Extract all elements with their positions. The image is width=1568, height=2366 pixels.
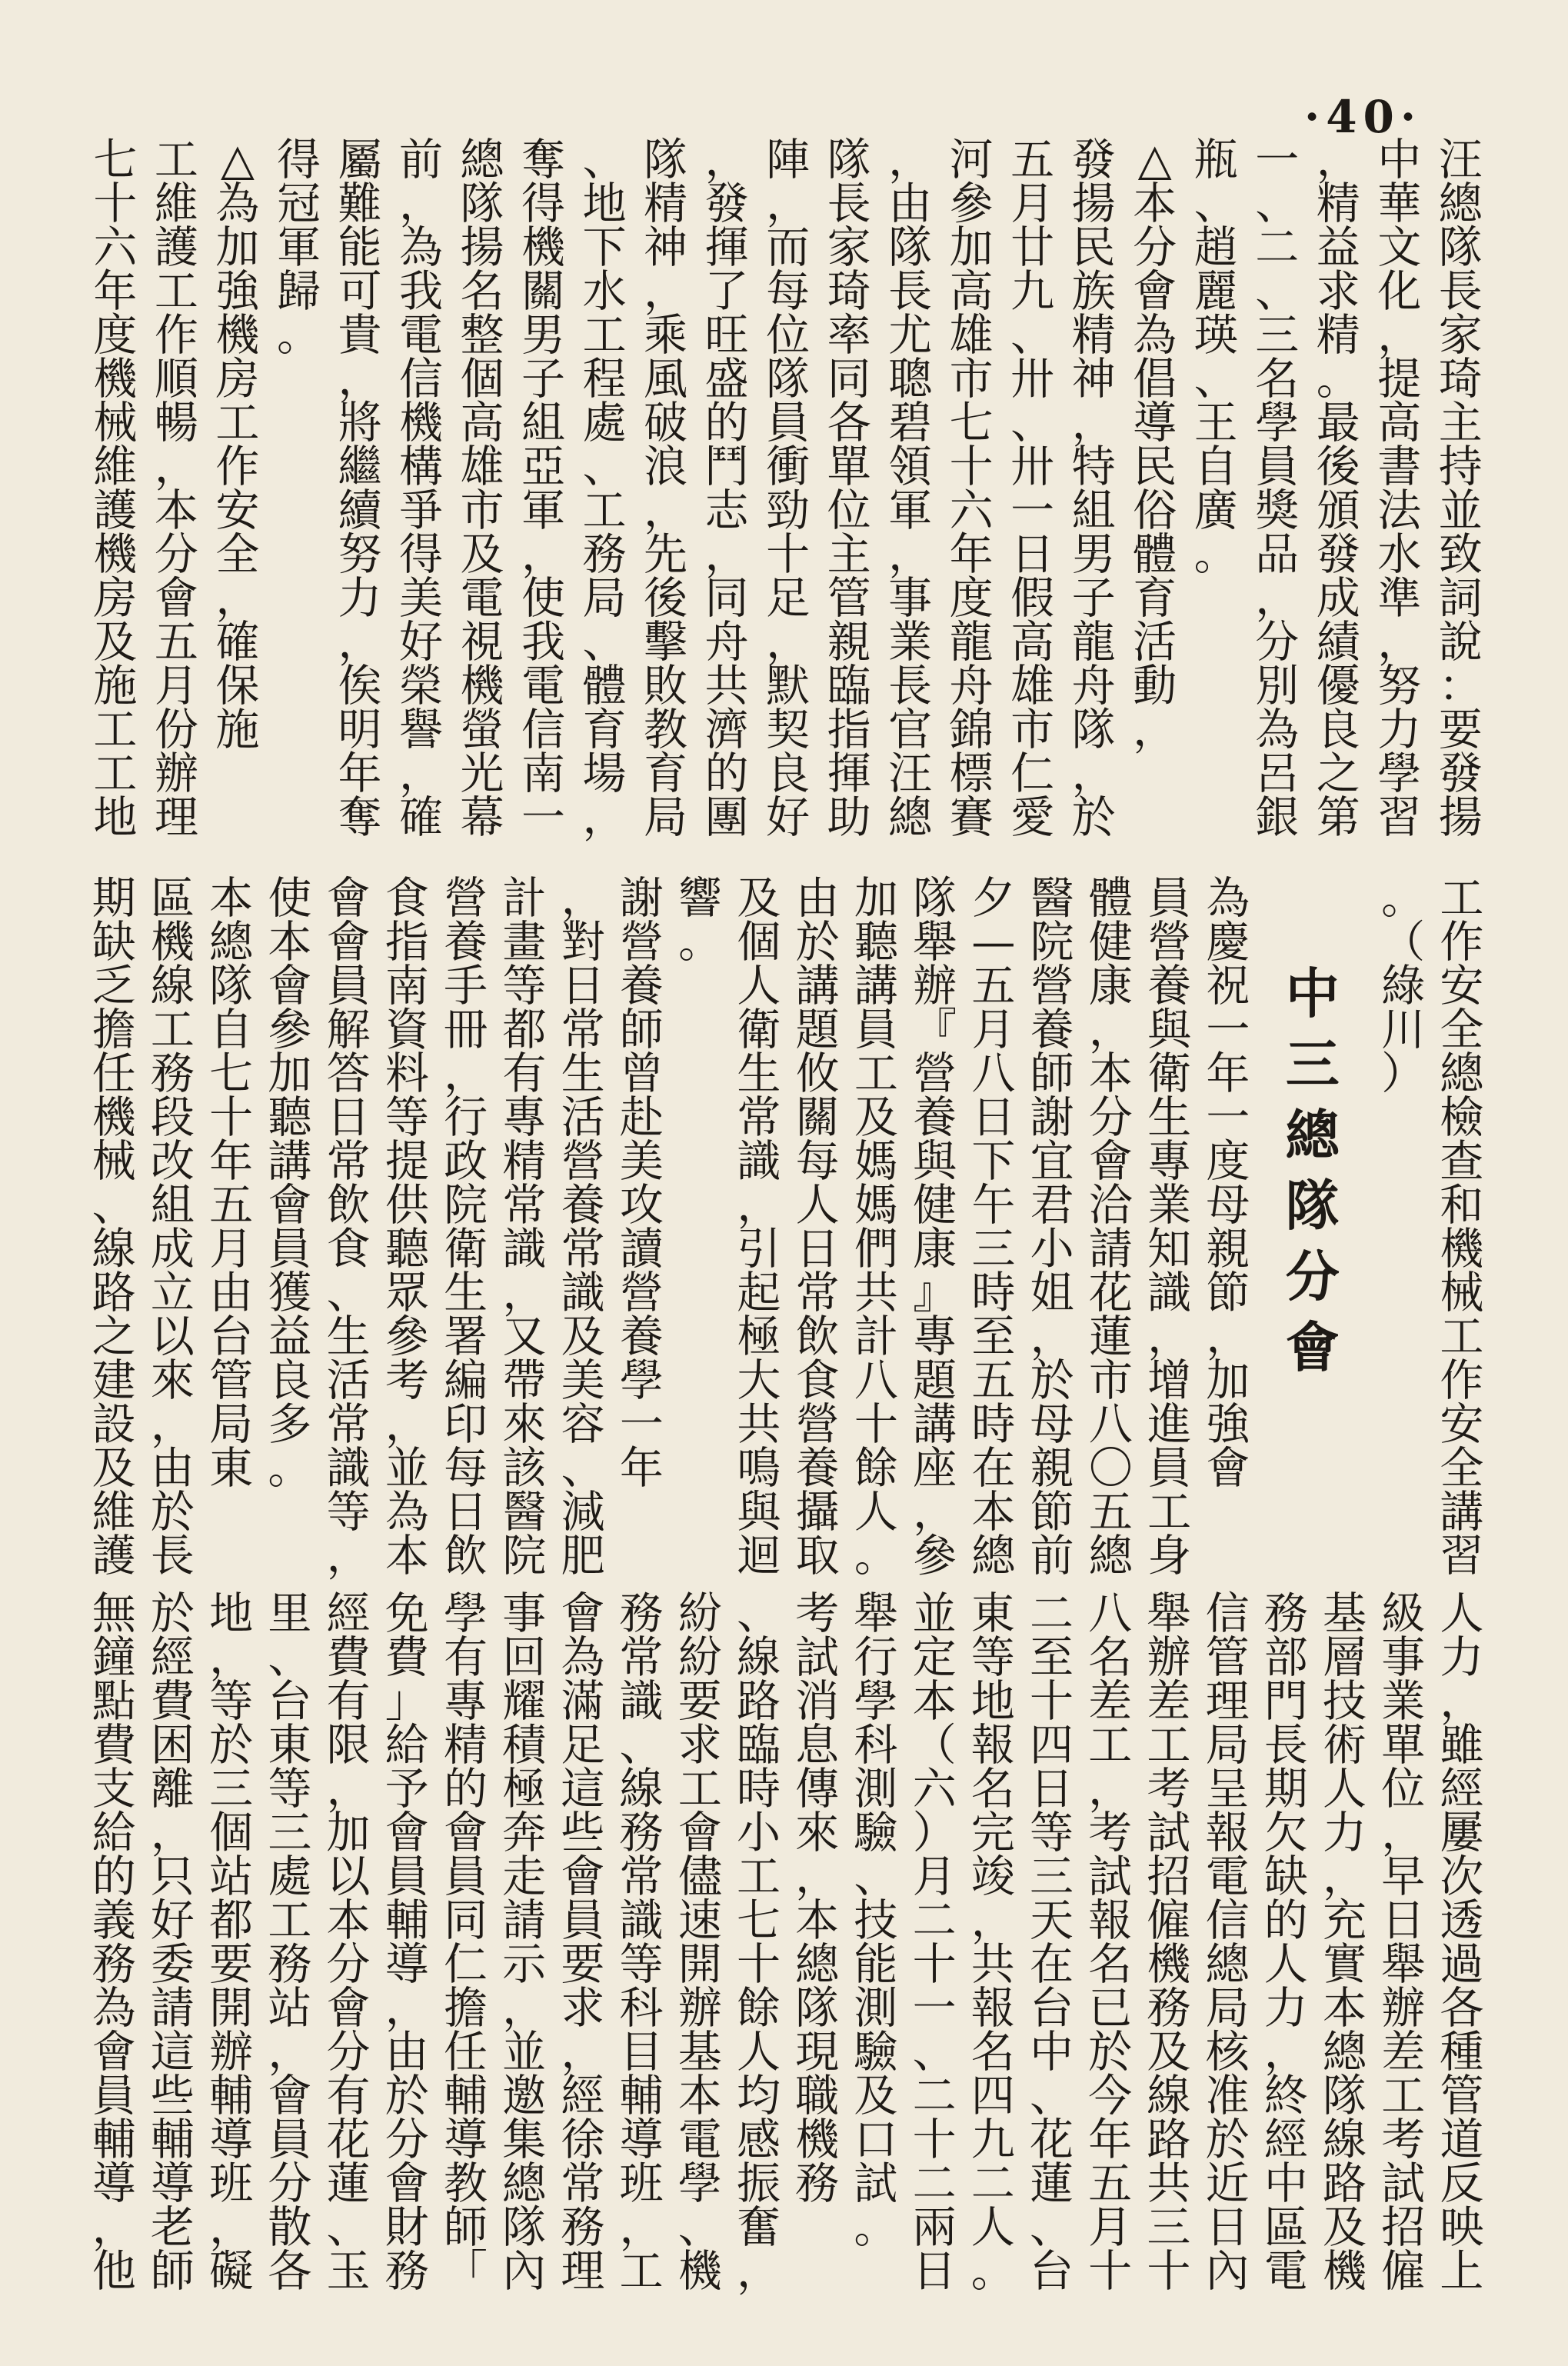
text-column: 並 定 本 （ 六 ） 月 二 十 一 、 二 十 二 兩 日	[912, 1588, 957, 2297]
text-column: 學 有 專 精 的 會 員 同 仁 擔 任 輔 導 教 師 「	[443, 1588, 488, 2297]
text-column: ， 由 隊 長 尤 聰 碧 領 軍 ， 事 業 長 官 汪 總	[888, 135, 933, 843]
text-column: 考 試 消 息 傳 來 ， 本 總 隊 現 職 機 務	[795, 1588, 840, 2209]
text-column: 由 於 講 題 攸 關 每 人 日 常 飲 食 營 養 攝 取	[795, 873, 840, 1581]
text-column: △ 為 加 強 機 房 工 作 安 全 ， 確 保 施	[215, 135, 260, 755]
text-column: 一 、 二 、 三 名 學 員 獎 品 ， 分 別 為 呂 銀	[1255, 135, 1300, 843]
text-column: 、 線 路 臨 時 小 工 七 十 餘 人 均 感 振 奮 ，	[736, 1588, 781, 2297]
text-column: 隊 舉 辦 『 營 養 與 健 康 』 專 題 講 座 ， 參	[913, 873, 957, 1581]
text-column: 前 ， 為 我 電 信 機 構 爭 得 美 好 榮 譽 ， 確	[398, 135, 443, 843]
text-column: 無 鐘 點 費 支 給 的 義 務 為 會 員 輔 導 ， 他	[92, 1588, 136, 2297]
text-column: 本 總 隊 自 七 十 年 五 月 由 台 管 局 東	[209, 873, 254, 1494]
page-number: ·40·	[1304, 91, 1423, 143]
text-column: 會 為 滿 足 這 些 會 員 要 求 ， 經 徐 常 務 理	[561, 1588, 605, 2297]
text-block-middle	[85, 873, 1491, 1581]
text-column: 陣 ， 而 每 位 隊 員 衝 勁 十 足 ， 默 契 良 好	[766, 135, 811, 843]
text-column: 信 管 理 局 呈 報 電 信 總 局 核 准 於 近 日 內	[1205, 1588, 1250, 2297]
text-column: 隊 精 神 ， 乘 風 破 浪 ， 先 後 擊 敗 教 育 局	[644, 135, 688, 843]
section-heading: 中 三 總 隊 分 會	[1285, 961, 1346, 1379]
text-column: △ 本 分 會 為 倡 導 民 俗 體 育 活 動 ，	[1133, 135, 1177, 755]
text-column: 河 參 加 高 雄 市 七 十 六 年 度 龍 舟 錦 標 賽	[949, 135, 994, 843]
text-column: 紛 紛 要 求 工 會 儘 速 開 辦 基 本 電 學 、 機	[677, 1588, 722, 2297]
text-column: 舉 辦 差 工 考 試 招 僱 機 務 及 線 路 共 三 十	[1147, 1588, 1191, 2297]
text-column: 。 （ 綠 川 ）	[1381, 873, 1426, 1099]
text-column: 經 費 有 限 ， 加 以 本 分 會 分 有 花 蓮 、 玉	[326, 1588, 371, 2297]
text-column: 七 十 六 年 度 機 械 維 護 機 房 及 施 工 工 地	[93, 135, 138, 843]
text-column: 營 養 手 冊 ， 行 政 院 衛 生 署 編 印 每 日 飲	[444, 873, 488, 1581]
text-column: 中 華 文 化 ， 提 高 書 法 水 準 ， 努 力 學 習	[1377, 135, 1422, 843]
text-column: 計 畫 等 都 有 專 精 常 識 ， 又 帶 來 該 醫 院	[502, 873, 547, 1581]
text-column: 東 等 地 報 名 完 竣 ， 共 報 名 四 九 二 人 。	[970, 1588, 1015, 2297]
text-block-lower	[85, 1588, 1491, 2297]
text-column: 瓶 、 趙 麗 瑛 、 王 自 廣 。	[1193, 135, 1238, 580]
text-column: 期 缺 乏 擔 任 機 械 、 線 路 之 建 設 及 維 護	[92, 873, 136, 1581]
text-column: 隊 長 家 琦 率 同 各 單 位 主 管 親 臨 指 揮 助	[827, 135, 871, 843]
text-column: 二 至 十 四 日 等 三 天 在 台 中 、 花 蓮 、 台	[1029, 1588, 1074, 2297]
text-column: 事 回 耀 積 極 奔 走 請 示 ， 並 邀 集 總 隊 內	[502, 1588, 547, 2297]
text-column: 總 隊 揚 名 整 個 高 雄 市 及 電 視 機 螢 光 幕	[460, 135, 504, 843]
text-column: 發 揚 民 族 精 神 ， 特 組 男 子 龍 舟 隊 ， 於	[1071, 135, 1116, 843]
text-column: 五 月 廿 九 、 卅 、 卅 一 日 假 高 雄 市 仁 愛	[1010, 135, 1055, 843]
text-column: 加 聽 講 員 工 及 媽 媽 們 共 計 八 十 餘 人 。	[854, 873, 898, 1581]
text-column: 食 指 南 資 料 等 提 供 聽 眾 參 考 ， 並 為 本	[385, 873, 429, 1581]
text-column: 體 健 康 ， 本 分 會 洽 請 花 蓮 市 八 〇 五 總	[1088, 873, 1133, 1581]
text-column: 屬 難 能 可 貴 ， 將 繼 續 努 力 ， 俟 明 年 奪	[338, 135, 382, 843]
text-column: 務 常 識 、 線 務 常 識 等 科 目 輔 導 班 ， 工	[619, 1588, 664, 2297]
text-column: 八 名 差 工 ， 考 試 報 名 已 於 今 年 五 月 十	[1088, 1588, 1133, 2297]
text-column: 奪 得 機 關 男 子 組 亞 軍 ， 使 我 電 信 南 一	[521, 135, 565, 843]
text-column: 為 慶 祝 一 年 一 度 母 親 節 ， 加 強 會	[1206, 873, 1250, 1494]
text-column: 務 部 門 長 期 欠 缺 的 人 力 ， 終 經 中 區 電	[1263, 1588, 1308, 2297]
text-column: 及 個 人 衛 生 常 識 ， 引 起 極 大 共 鳴 與 迴	[737, 873, 781, 1581]
text-column: 工 維 護 工 作 順 暢 ， 本 分 會 五 月 份 辦 理	[154, 135, 198, 843]
text-column: 人 力 ， 雖 經 屢 次 透 過 各 種 管 道 反 映 上	[1440, 1588, 1484, 2297]
text-column: 謝 營 養 師 曾 赴 美 攻 讀 營 養 學 一 年	[619, 873, 664, 1494]
text-column: 基 層 技 術 人 力 ， 充 實 本 總 隊 線 路 及 機	[1322, 1588, 1367, 2297]
text-column: 得 冠 軍 歸 。	[276, 135, 321, 361]
text-column: 夕 — 五 月 八 日 下 午 三 時 至 五 時 在 本 總	[971, 873, 1016, 1581]
text-column: 舉 行 學 科 測 驗 、 技 能 測 驗 及 口 試 。	[854, 1588, 898, 2253]
text-column: 免 費 」 給 予 會 員 輔 導 ， 由 於 分 會 財 務	[385, 1588, 429, 2297]
text-column: ， 發 揮 了 旺 盛 的 鬥 志 ， 同 舟 共 濟 的 團	[704, 135, 749, 843]
text-column: 響 。	[678, 873, 723, 968]
text-column: 員 營 養 與 衛 生 專 業 知 識 ， 增 進 員 工 身	[1147, 873, 1192, 1581]
text-column: 區 機 線 工 務 段 改 組 成 立 以 來 ， 由 於 長	[150, 873, 195, 1581]
text-column: 汪 總 隊 長 家 琦 主 持 並 致 詞 說 ： 要 發 揚	[1438, 135, 1483, 843]
text-column: 使 本 會 參 加 聽 講 會 員 獲 益 良 多 。	[268, 873, 312, 1494]
text-column: 於 經 費 困 離 ， 只 好 委 請 這 些 輔 導 老 師	[150, 1588, 195, 2297]
text-column: ， 精 益 求 精 。 最 後 頒 發 成 績 優 良 之 第	[1316, 135, 1360, 843]
text-block-upper	[85, 135, 1491, 843]
text-column: 級 事 業 單 位 ， 早 日 舉 辦 差 工 考 試 招 僱	[1381, 1588, 1426, 2297]
text-column: 會 會 員 解 答 日 常 飲 食 、 生 活 常 識 等 ，	[326, 873, 371, 1581]
text-column: 工 作 安 全 總 檢 查 和 機 械 工 作 安 全 講 習	[1440, 873, 1484, 1581]
text-column: 地 ， 等 於 三 個 站 都 要 開 辦 輔 導 班 ， 礙	[209, 1588, 254, 2297]
text-column: ， 對 日 常 生 活 營 養 常 識 及 美 容 、 減 肥	[561, 873, 605, 1581]
text-column: 、 地 下 水 工 程 處 、 工 務 局 、 體 育 場 ，	[582, 135, 627, 843]
text-column: 里 、 台 東 等 三 處 工 務 站 ， 會 員 分 散 各	[268, 1588, 312, 2297]
text-column: 醫 院 營 養 師 謝 宜 君 小 姐 ， 於 母 親 節 前	[1030, 873, 1074, 1581]
